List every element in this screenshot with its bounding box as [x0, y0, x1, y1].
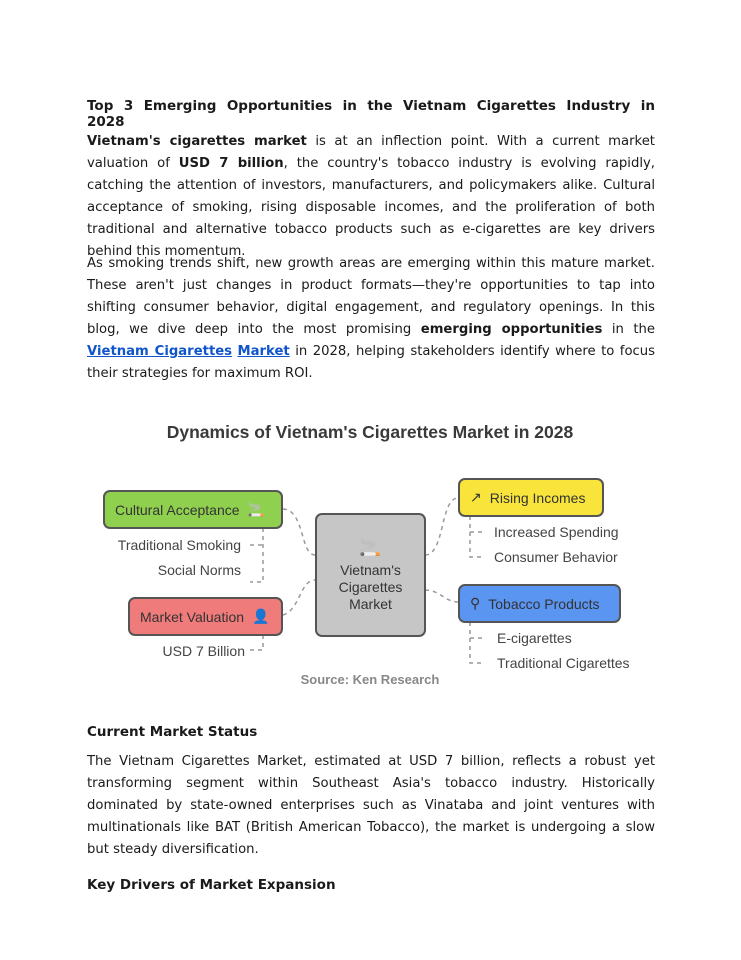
market-valuation-label: Market Valuation [140, 608, 245, 625]
section-heading-key-drivers: Key Drivers of Market Expansion [87, 877, 336, 893]
sub-social-norms: Social Norms [157, 562, 241, 578]
section-heading-current-market-status: Current Market Status [87, 724, 258, 740]
page-title: Top 3 Emerging Opportunities in the Vietnam Cigarettes Industry in 2028 [87, 98, 655, 130]
second-paragraph [87, 253, 655, 385]
no-smoking-icon: 🚬 [247, 501, 265, 517]
rising-incomes-node [458, 478, 604, 517]
intro-bold-market: Vietnam's cigarettes market [87, 134, 307, 149]
rising-incomes-label: Rising Incomes [489, 489, 586, 506]
center-label: Vietnam's Cigarettes Market [338, 562, 403, 612]
cultural-acceptance-node [103, 490, 283, 529]
intro-text-2: , the country's tobacco industry is evolving rapidly, catching the attention of investors, manufacturers, and policymakers alike. Cultural acceptance of smoking, rising disposable incomes, and the proliferation of both traditional and alternative tobacco products such as e-cigarettes are key drivers behind this momentum. [87, 156, 655, 259]
cultural-acceptance-label: Cultural Acceptance [115, 501, 240, 518]
diagram-title: Dynamics of Vietnam's Cigarettes Market in 2028 [166, 422, 574, 442]
center-node [315, 513, 426, 637]
person-bell-icon: 👤 [252, 608, 270, 624]
para2-bold: emerging opportunities [420, 322, 603, 337]
tobacco-products-label: Tobacco Products [488, 595, 600, 612]
para2-text: As smoking trends shift, new growth areas are emerging within this mature market. These aren't just changes in product formats—they're opportunities to tap into shifting consumer behavior, digital engagement, and regulatory openings. In this blog, we dive deep into the most promising [87, 256, 655, 337]
sub-increased-spending: Increased Spending [494, 524, 619, 540]
sub-e-cigarettes: E-cigarettes [497, 630, 572, 646]
current-market-status-paragraph: The Vietnam Cigarettes Market, estimated at USD 7 billion, reflects a robust yet transforming segment within Southeast Asia's tobacco industry. Historically dominated by state-owned enterprises such as Vinataba and joint ventures with multinationals like BAT (British American Tobacco), the market is undergoing a slow but steady diversification. [87, 754, 655, 857]
trend-up-icon: ↗ [470, 489, 482, 505]
branch-icon: ⚲ [470, 595, 481, 611]
intro-paragraph [87, 131, 655, 263]
sub-traditional-smoking: Traditional Smoking [117, 537, 241, 553]
vietnam-cigarettes-link[interactable]: Vietnam Cigarettes [87, 344, 233, 359]
sub-consumer-behavior: Consumer Behavior [494, 549, 618, 565]
tobacco-products-node [458, 584, 621, 623]
intro-bold-value: USD 7 billion [178, 156, 284, 171]
diagram-source: Source: Ken Research [300, 672, 440, 687]
sub-usd-7-billion: USD 7 Billion [162, 643, 245, 659]
intro-text: is at an inflection point. With a current market valuation of [87, 134, 655, 171]
cigarette-icon: 🚬 [359, 537, 382, 557]
market-link[interactable]: Market [237, 344, 290, 359]
para2-text-3: in 2028, helping stakeholders identify where to focus their strategies for maximum ROI. [87, 344, 656, 381]
market-valuation-node [128, 597, 283, 636]
sub-traditional-cigarettes: Traditional Cigarettes [497, 655, 630, 671]
para2-text-2: in the [602, 322, 655, 337]
market-dynamics-diagram [90, 410, 650, 700]
